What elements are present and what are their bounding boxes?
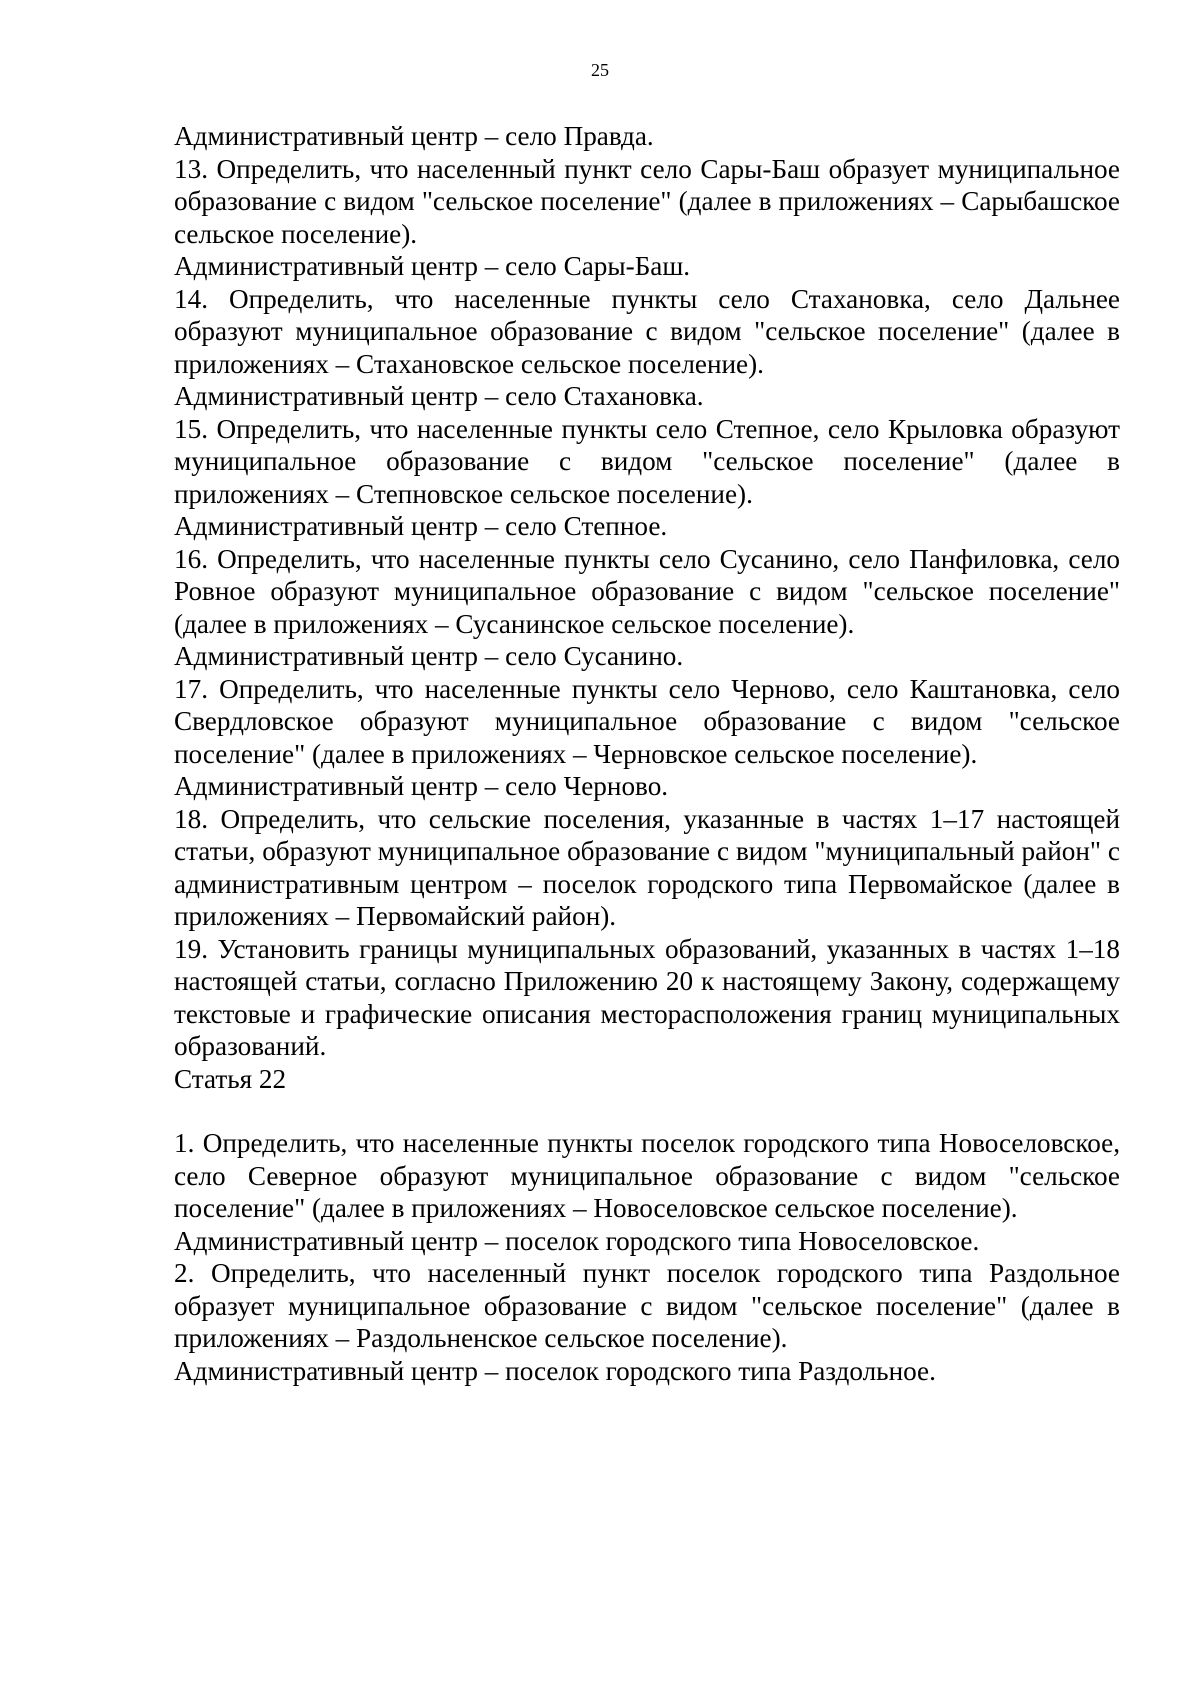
administrative-center-line: Административный центр – село Степное. [174, 511, 668, 541]
clause-2: 2. Определить, что населенный пункт поселок городского типа Раздольное образует муниципальное образование с видом "сельское поселение" (далее в приложениях – Раздольненское сельское поселение). [174, 1258, 1120, 1353]
article-spacer [174, 1095, 1120, 1127]
clause-15: 15. Определить, что населенные пункты село Степное, село Крыловка образуют муниципальное образование с видом "сельское поселение" (далее в приложениях – Степновское сельское поселение). [174, 413, 1120, 509]
clause-1: 1. Определить, что населенные пункты поселок городского типа Новоселовское, село Северное образуют муниципальное образование с видом "сельское поселение" (далее в приложениях – Новоселовское сельское поселение). [174, 1128, 1120, 1223]
article-22-body [174, 1127, 1120, 1387]
administrative-center-line: Административный центр – село Сары-Баш. [174, 251, 691, 281]
administrative-center-line: Административный центр – село Стахановка. [174, 381, 704, 411]
clause-14: 14. Определить, что населенные пункты село Стахановка, село Дальнее образуют муниципальное образование с видом "сельское поселение" (далее в приложениях – Стахановское сельское поселение). [174, 283, 1120, 379]
previous-article-continuation [174, 120, 1120, 1063]
article-heading: Статья 22 [174, 1063, 287, 1094]
clause-17: 17. Определить, что населенные пункты село Черново, село Каштановка, село Свердловское образуют муниципальное образование с видом "сельское поселение" (далее в приложениях – Черновское сельское поселение). [174, 673, 1120, 769]
clause-18: 18. Определить, что сельские поселения, указанные в частях 1–17 настоящей статьи, образуют муниципальное образование с видом "муниципальный район" с административным центром – поселок городского типа Первомайское (далее в приложениях – Первомайский район). [174, 803, 1120, 931]
page-number: 25 [591, 60, 609, 80]
clause-16: 16. Определить, что населенные пункты село Сусанино, село Панфиловка, село Ровное образуют муниципальное образование с видом "сельское поселение" (далее в приложениях – Сусанинское сельское поселение). [174, 543, 1120, 639]
administrative-center-line: Административный центр – село Сусанино. [174, 641, 684, 671]
administrative-center-line: Административный центр – поселок городского типа Новоселовское. [174, 1225, 980, 1256]
administrative-center-line: Административный центр – село Черново. [174, 771, 669, 801]
administrative-center-line: Административный центр – поселок городского типа Раздольное. [174, 1355, 936, 1386]
document-body [174, 120, 1120, 1387]
administrative-center-line: Административный центр – село Правда. [174, 121, 654, 151]
clause-13: 13. Определить, что населенный пункт село Сары-Баш образует муниципальное образование с видом "сельское поселение" (далее в приложениях – Сарыбашское сельское поселение). [174, 153, 1120, 249]
clause-19: 19. Установить границы муниципальных образований, указанных в частях 1–18 настоящей статьи, согласно Приложению 20 к настоящему Закону, содержащему текстовые и графические описания месторасположения границ муниципальных образований. [174, 933, 1120, 1061]
